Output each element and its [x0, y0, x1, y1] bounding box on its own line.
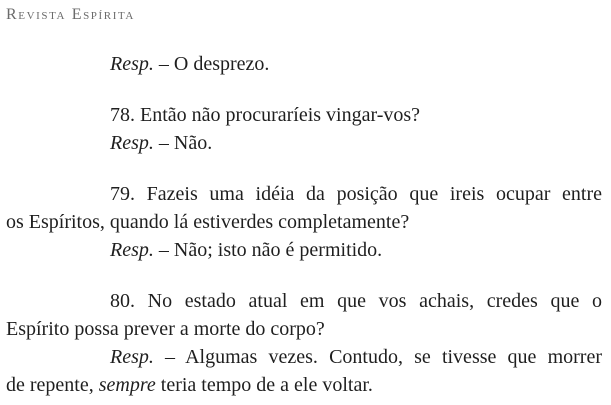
answer-line: [6, 236, 602, 264]
answer-paragraph-77: [6, 50, 602, 78]
answer-line: [6, 129, 602, 157]
question-text-line-1: 79. Fazeis uma idéia da posição que ireis ocupar entre: [110, 183, 602, 205]
emphasis-sempre: sempre: [98, 374, 156, 396]
question-text-line-1: 80. No estado atual em que vos achais, credes que o: [110, 290, 602, 312]
resp-label: Resp.: [110, 239, 154, 261]
question-text: 78. Então não procuraríeis vingar-vos?: [110, 104, 421, 126]
answer-line-2: [6, 371, 602, 399]
resp-label: Resp.: [110, 132, 154, 154]
answer-text-line-1: – Algumas vezes. Contudo, se tivesse que morrer: [153, 346, 602, 368]
answer-text-line-2-end: teria tempo de a ele voltar.: [155, 374, 373, 396]
answer-text: – Não; isto não é permitido.: [153, 239, 383, 261]
answer-text: – Não.: [153, 132, 213, 154]
paragraph-gap: [6, 78, 602, 101]
paragraph-gap: [6, 157, 602, 180]
question-text-line-2: os Espíritos, quando lá estiverdes completamente?: [6, 211, 410, 233]
question-paragraph-78: [6, 101, 602, 157]
resp-label: Resp.: [110, 346, 154, 368]
question-paragraph-79: [6, 180, 602, 264]
question-text-line-2: Espírito possa prever a morte do corpo?: [6, 318, 325, 340]
answer-line-1: [6, 343, 602, 371]
question-paragraph-80: [6, 287, 602, 399]
running-header: Revista Espírita: [6, 6, 135, 23]
answer-line: [6, 50, 602, 78]
document-body: [6, 50, 602, 399]
answer-text-line-2-start: de repente,: [6, 374, 99, 396]
answer-text: – O desprezo.: [153, 53, 270, 75]
resp-label: Resp.: [110, 53, 154, 75]
paragraph-gap: [6, 264, 602, 287]
